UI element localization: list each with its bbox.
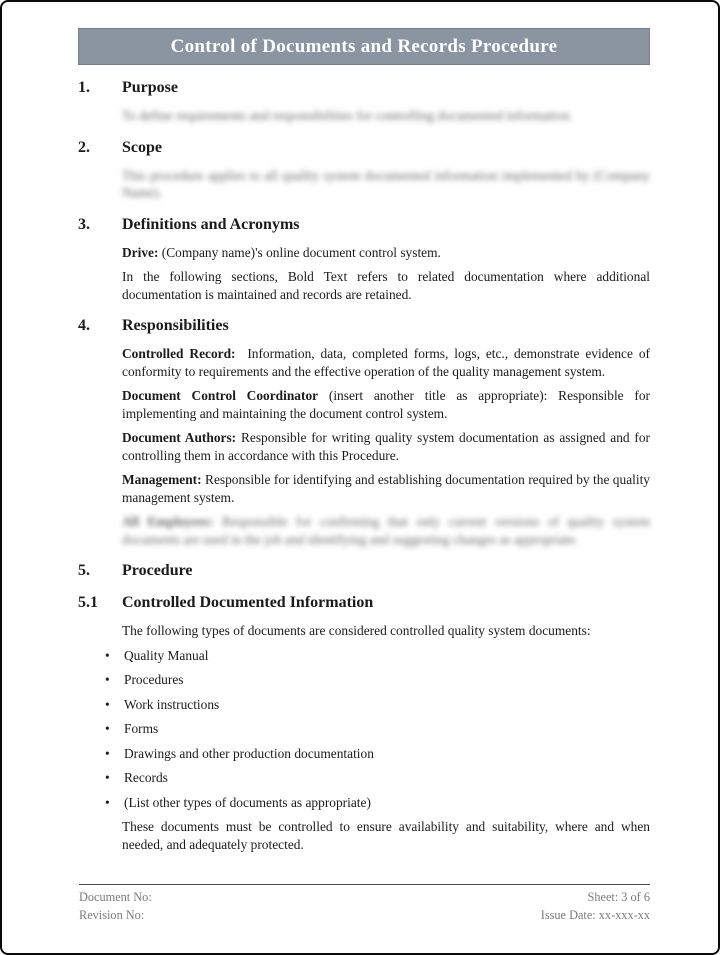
- document-title: Control of Documents and Records Procedure: [170, 35, 558, 57]
- redacted-paragraph: This procedure applies to all quality system documented information implemented by (Company Name).: [122, 167, 650, 200]
- responsibility-text: Responsible for confirming that only current versions of quality system documents are used in the job and identifying and suggesting changes as appropriate.: [122, 514, 650, 547]
- footer-divider: [79, 884, 650, 885]
- list-item: • Forms: [78, 720, 650, 738]
- responsibility-role: All Employees:: [122, 514, 214, 529]
- footer-document-no-label: Document No:: [79, 890, 152, 904]
- section-heading: Procedure: [122, 562, 193, 579]
- responsibility-role: Controlled Record:: [122, 346, 236, 361]
- list-outro: These documents must be controlled to ensure availability and suitability, where and when needed, and adequately protected.: [122, 819, 650, 852]
- section-number: 4.: [78, 317, 90, 334]
- section-responsibilities: [78, 317, 650, 548]
- redacted-paragraph: To define requirements and responsibilities for controlling documented information.: [122, 108, 573, 123]
- responsibility-management: [122, 471, 650, 506]
- section-number: 2.: [78, 138, 90, 156]
- section-number: 5.1: [78, 594, 98, 611]
- section-number: 3.: [78, 215, 90, 233]
- section-number: 5.: [78, 562, 90, 579]
- definitions-note: In the following sections, Bold Text refers to related documentation where additional documentation is maintained and records are retained.: [122, 269, 650, 302]
- definition-text: (Company name)'s online document control system.: [158, 244, 441, 260]
- section-heading: Scope: [122, 138, 162, 156]
- document-types-list: [78, 647, 650, 812]
- definition-drive: [122, 244, 650, 262]
- list-item: • Records: [78, 769, 650, 787]
- section-controlled-documented-information: [78, 594, 650, 853]
- responsibility-document-control-coordinator: [122, 387, 650, 422]
- list-item: • Drawings and other production documentation: [78, 745, 650, 763]
- section-heading: Definitions and Acronyms: [122, 215, 300, 233]
- document-content: [2, 2, 718, 853]
- list-item: • Procedures: [78, 671, 650, 689]
- definition-term: Drive:: [122, 244, 159, 260]
- section-heading: Controlled Documented Information: [122, 594, 374, 611]
- list-item: • Quality Manual: [78, 647, 650, 665]
- responsibility-role: Management:: [122, 472, 202, 487]
- section-purpose: [78, 79, 650, 125]
- list-item: • Work instructions: [78, 696, 650, 714]
- responsibility-role: Document Control Coordinator: [122, 388, 319, 403]
- list-intro: The following types of documents are considered controlled quality system documents:: [122, 623, 591, 638]
- footer-issue-date: Issue Date: xx-xxx-xx: [540, 908, 650, 922]
- section-heading: Purpose: [122, 79, 178, 96]
- responsibility-role: Document Authors:: [122, 430, 237, 445]
- section-definitions: [78, 216, 650, 304]
- footer-sheet-number: Sheet: 3 of 6: [587, 890, 650, 904]
- page-footer: [79, 884, 650, 924]
- document-title-bar: [78, 28, 650, 65]
- section-procedure: [78, 562, 650, 580]
- section-number: 1.: [78, 79, 90, 96]
- responsibility-controlled-record: [122, 345, 650, 380]
- list-item: • (List other types of documents as appropriate): [78, 794, 650, 812]
- responsibility-text: Responsible for writing quality system documentation as assigned and for controlling them in accordance with this Procedure.: [122, 430, 651, 463]
- section-scope: [78, 139, 650, 202]
- responsibility-text: Responsible for identifying and establishing documentation required by the quality management system.: [122, 472, 650, 505]
- redacted-paragraph: [122, 513, 650, 548]
- footer-revision-no-label: Revision No:: [79, 908, 145, 922]
- responsibility-text: Information, data, completed forms, logs, etc., demonstrate evidence of conformity to requirements and the effective operation of the quality management system.: [122, 346, 650, 379]
- section-heading: Responsibilities: [122, 317, 229, 334]
- responsibility-text: (insert another title as appropriate): Responsible for implementing and maintaining the document control system.: [122, 388, 650, 421]
- responsibility-document-authors: [122, 429, 650, 464]
